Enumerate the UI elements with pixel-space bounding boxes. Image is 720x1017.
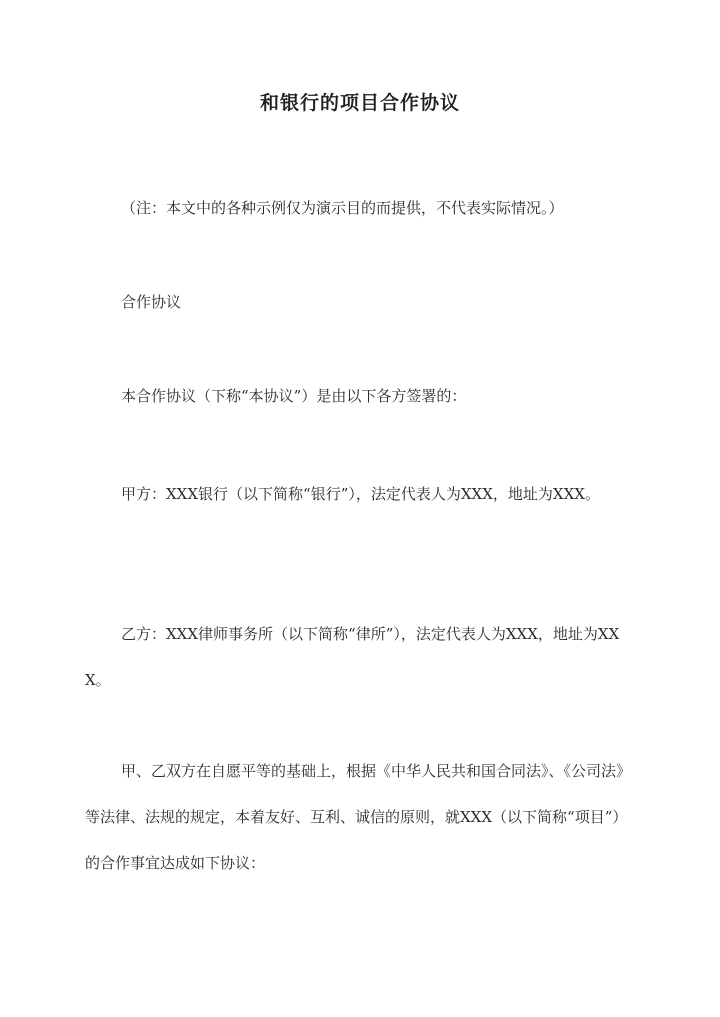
section-heading: 合作协议 [121, 293, 182, 311]
basis-paragraph: 甲、乙双方在自愿平等的基础上，根据《中华人民共和国合同法》、《公司法》等法律、法规的规定，本着友好、互利、诚信的原则，就XXX（以下简称“项目”）的合作事宜达成如下协议： [85, 762, 632, 872]
intro-paragraph: 本合作协议（下称“本协议”）是由以下各方签署的： [121, 387, 467, 405]
disclaimer-note: （注：本文中的各种示例仅为演示目的而提供，不代表实际情况。） [121, 199, 564, 217]
document-title: 和银行的项目合作协议 [259, 92, 460, 114]
party-a-paragraph: 甲方：XXX银行（以下简称“银行”），法定代表人为XXX，地址为XXX。 [121, 485, 600, 503]
party-b-paragraph: 乙方：XXX律师事务所（以下简称“律所”），法定代表人为XXX，地址为XXX。 [85, 625, 620, 689]
